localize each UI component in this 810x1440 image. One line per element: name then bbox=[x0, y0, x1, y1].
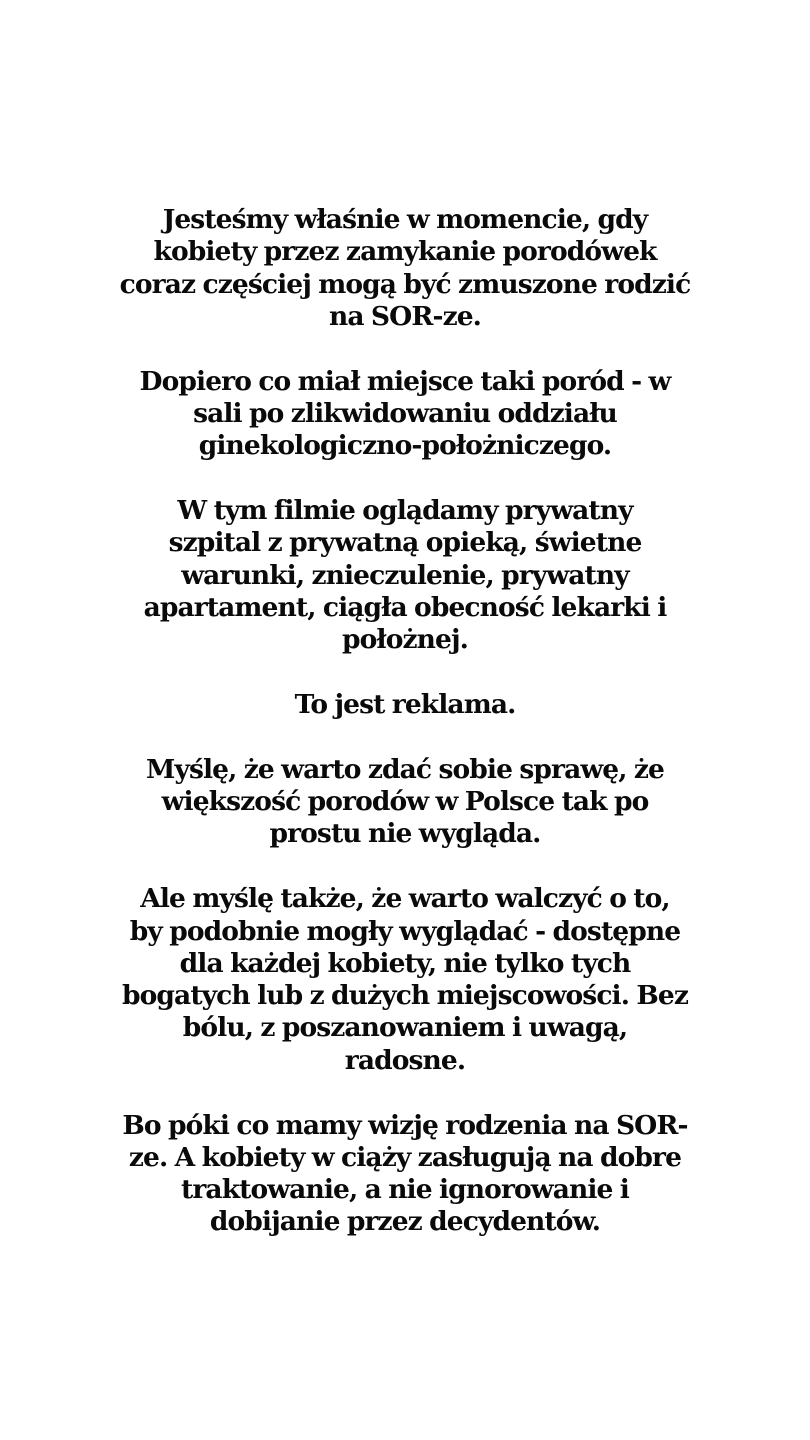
text-line: sali po zlikwidowaniu oddziału bbox=[193, 397, 617, 429]
text-line: ze. A kobiety w ciąży zasługują na dobre bbox=[128, 1141, 682, 1173]
text-line: większość porodów w Polsce tak po bbox=[161, 786, 649, 818]
text-line: by podobnie mogły wyglądać - dostępne bbox=[129, 915, 681, 947]
text-line: apartament, ciągła obecność lekarki i bbox=[143, 591, 667, 623]
text-line: Jesteśmy właśnie w momencie, gdy bbox=[162, 204, 648, 235]
text-line: traktowanie, a nie ignorowanie i bbox=[181, 1174, 629, 1206]
text-line: warunki, znieczulenie, prywatny bbox=[181, 559, 629, 591]
text-line: prostu nie wygląda. bbox=[269, 818, 541, 850]
text-line: To jest reklama. bbox=[294, 689, 516, 721]
text-line: bogatych lub z dużych miejscowości. Bez bbox=[122, 980, 688, 1012]
paragraph-advertisement bbox=[0, 689, 810, 721]
text-line: radosne. bbox=[344, 1044, 466, 1076]
text-line: położnej. bbox=[342, 624, 468, 656]
text-line: Dopiero co miał miejsce taki poród - w bbox=[139, 365, 671, 397]
paragraph-private-hospital bbox=[0, 495, 810, 656]
text-line: W tym filmie oglądamy prywatny bbox=[177, 495, 633, 527]
text-line: dla każdej kobiety, nie tylko tych bbox=[179, 947, 631, 979]
text-line: Myślę, że warto zdać sobie sprawę, że bbox=[146, 753, 664, 785]
text-line: ginekologiczno-położniczego. bbox=[198, 430, 612, 462]
story-text-block bbox=[0, 204, 810, 1271]
paragraph-sor-births bbox=[0, 204, 810, 333]
text-line: szpital z prywatną opieką, świetne bbox=[168, 527, 642, 559]
paragraph-recent-birth bbox=[0, 366, 810, 463]
text-line: bólu, z poszanowaniem i uwagą, bbox=[182, 1012, 628, 1044]
text-line: dobijanie przez decydentów. bbox=[209, 1206, 601, 1238]
text-line: coraz częściej mogą być zmuszone rodzić bbox=[119, 268, 691, 300]
text-line: Ale myślę także, że warto walczyć o to, bbox=[140, 883, 670, 915]
paragraph-conclusion bbox=[0, 1110, 810, 1239]
text-line: Bo póki co mamy wizję rodzenia na SOR- bbox=[122, 1109, 688, 1141]
paragraph-reality bbox=[0, 754, 810, 851]
text-line: kobiety przez zamykanie porodówek bbox=[153, 236, 657, 268]
text-line: na SOR-ze. bbox=[328, 300, 482, 332]
paragraph-fight-for-access bbox=[0, 883, 810, 1077]
